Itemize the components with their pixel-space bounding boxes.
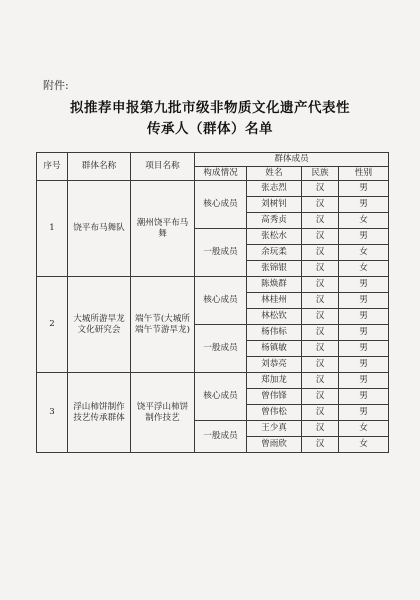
member-ethnicity-cell: 汉: [302, 213, 339, 229]
group-seq-cell: 3: [37, 373, 68, 453]
member-ethnicity-cell: 汉: [302, 197, 339, 213]
member-name-cell: 刘树钊: [247, 197, 302, 213]
group-seq-cell: 1: [37, 181, 68, 277]
group-name-cell: 浮山柿饼制作技艺传承群体: [68, 373, 131, 453]
table-row: [37, 181, 389, 197]
member-name-cell: 曾伟松: [247, 405, 302, 421]
member-name-cell: 王少真: [247, 421, 302, 437]
member-composition-cell: 核心成员: [195, 277, 247, 325]
table-body: [37, 181, 389, 453]
member-gender-cell: 男: [339, 389, 389, 405]
member-gender-cell: 女: [339, 421, 389, 437]
member-composition-cell: 核心成员: [195, 373, 247, 421]
member-gender-cell: 男: [339, 341, 389, 357]
member-name-cell: 张志烈: [247, 181, 302, 197]
member-name-cell: 张松水: [247, 229, 302, 245]
project-name-cell: 端午节(大城所端午节游旱龙): [131, 277, 195, 373]
member-name-cell: 陈焕群: [247, 277, 302, 293]
member-name-cell: 刘恭亮: [247, 357, 302, 373]
table-row: [37, 277, 389, 293]
member-gender-cell: 女: [339, 261, 389, 277]
member-gender-cell: 男: [339, 229, 389, 245]
header-name: 姓名: [247, 167, 302, 181]
member-gender-cell: 男: [339, 277, 389, 293]
member-name-cell: 张锦银: [247, 261, 302, 277]
member-gender-cell: 女: [339, 437, 389, 453]
member-ethnicity-cell: 汉: [302, 277, 339, 293]
member-name-cell: 林桂州: [247, 293, 302, 309]
member-gender-cell: 男: [339, 309, 389, 325]
member-ethnicity-cell: 汉: [302, 341, 339, 357]
member-ethnicity-cell: 汉: [302, 261, 339, 277]
header-gender: 性别: [339, 167, 389, 181]
group-name-cell: 饶平布马舞队: [68, 181, 131, 277]
member-composition-cell: 一般成员: [195, 229, 247, 277]
member-name-cell: 曾雨欣: [247, 437, 302, 453]
member-gender-cell: 男: [339, 293, 389, 309]
group-seq-cell: 2: [37, 277, 68, 373]
member-ethnicity-cell: 汉: [302, 421, 339, 437]
member-name-cell: 林松钦: [247, 309, 302, 325]
project-name-cell: 饶平浮山柿饼制作技艺: [131, 373, 195, 453]
member-gender-cell: 男: [339, 405, 389, 421]
project-name-cell: 潮州饶平布马舞: [131, 181, 195, 277]
group-name-cell: 大城所游旱龙文化研究会: [68, 277, 131, 373]
table-row: [37, 373, 389, 389]
member-gender-cell: 男: [339, 357, 389, 373]
header-members: 群体成员: [195, 153, 389, 167]
member-ethnicity-cell: 汉: [302, 357, 339, 373]
member-gender-cell: 男: [339, 325, 389, 341]
member-name-cell: 杨镇敏: [247, 341, 302, 357]
document-title-line-2: 传承人（群体）名单: [147, 121, 273, 137]
member-name-cell: 余玩柔: [247, 245, 302, 261]
member-gender-cell: 男: [339, 181, 389, 197]
header-ethnicity: 民族: [302, 167, 339, 181]
member-ethnicity-cell: 汉: [302, 325, 339, 341]
member-ethnicity-cell: 汉: [302, 405, 339, 421]
member-ethnicity-cell: 汉: [302, 389, 339, 405]
inheritor-group-table: [36, 152, 389, 453]
attachment-label: 附件:: [43, 79, 69, 92]
document-title-line-1: 拟推荐申报第九批市级非物质文化遗产代表性: [70, 100, 350, 116]
member-gender-cell: 男: [339, 197, 389, 213]
header-seq: 序号: [37, 153, 68, 181]
member-ethnicity-cell: 汉: [302, 309, 339, 325]
member-ethnicity-cell: 汉: [302, 181, 339, 197]
header-group-name: 群体名称: [68, 153, 131, 181]
member-ethnicity-cell: 汉: [302, 437, 339, 453]
member-composition-cell: 一般成员: [195, 421, 247, 453]
member-ethnicity-cell: 汉: [302, 229, 339, 245]
member-gender-cell: 男: [339, 373, 389, 389]
member-gender-cell: 女: [339, 213, 389, 229]
member-ethnicity-cell: 汉: [302, 293, 339, 309]
header-project-name: 项目名称: [131, 153, 195, 181]
member-composition-cell: 核心成员: [195, 181, 247, 229]
member-name-cell: 郑加龙: [247, 373, 302, 389]
member-ethnicity-cell: 汉: [302, 245, 339, 261]
header-composition: 构成情况: [195, 167, 247, 181]
member-ethnicity-cell: 汉: [302, 373, 339, 389]
member-name-cell: 杨伟标: [247, 325, 302, 341]
member-name-cell: 高秀贞: [247, 213, 302, 229]
member-name-cell: 曾伟锋: [247, 389, 302, 405]
member-composition-cell: 一般成员: [195, 325, 247, 373]
member-gender-cell: 女: [339, 245, 389, 261]
